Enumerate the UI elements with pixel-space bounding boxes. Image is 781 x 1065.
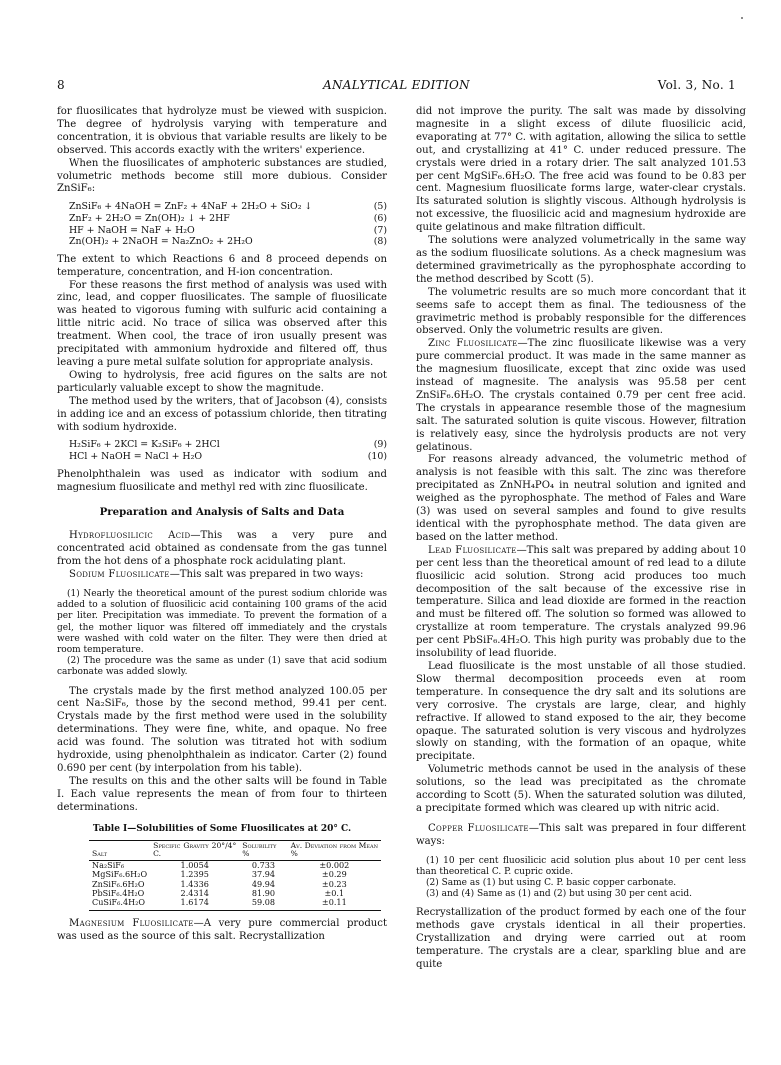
paragraph: Lead Fluosilicate—This salt was prepared by adding about 10 per cent less than the theoretical amount of red lead to a dilute fluosilicic acid solution. Strong acid produces too much decomposition of the salt because of the excessive rise in temperature. Silica and lead dioxide are formed in the reaction and must be filtered off. The solution so formed was allowed to crystallize at room temperature. The crystals analyzed 99.96 per cent PbSiF₆.4H₂O. This high purity was probably due to the insolubility of lead fluoride.	[416, 544, 746, 660]
paragraph: The solutions were analyzed volumetrically in the same way as the sodium fluosilicate solutions. As a check magnesium was determined gravimetrically as the pyrophosphate according to the method described by Scott (5).	[416, 235, 746, 285]
run-in-heading: Copper Fluosilicate	[428, 822, 529, 834]
list-item: (2) Same as (1) but using C. P. basic copper carbonate.	[426, 878, 677, 889]
run-in-heading: Zinc Fluosilicate	[428, 338, 518, 350]
paragraph: The extent to which Reactions 6 and 8 proceed depends on temperature, concentration, and H-ion concentration.	[57, 253, 387, 278]
equation: ZnF₂ + 2H₂O = Zn(OH)₂ ↓ + 2HF (6)	[69, 212, 387, 224]
paragraph: Volumetric methods cannot be used in the analysis of these solutions, so the lead was precipitated as the chromate according to Scott (5). When the saturated solution was diluted, a precipitate formed which was cleared up with nitric acid.	[416, 764, 746, 814]
list-item: (1) Nearly the theoretical amount of the purest sodium chloride was added to a solution of fluosilicic acid containing 100 grams of the acid per liter. Precipitation was immediate. To prevent the formation of a gel, the mother liquor was filtered off immediately and the crystals were washed with cold water on the filter. They were then dried at room temperature.	[57, 588, 387, 655]
paragraph: For these reasons the first method of analysis was used with zinc, lead, and copper fluosilicates. The sample of fluosilicate was heated to vigorous fuming with sulfuric acid containing a little nitric acid. No trace of silica was observed after this treatment. When cool, the trace of iron usually present was precipitated with ammonium hydroxide and filtered off, thus leaving a pure metal sulfate solution for appropriate analysis.	[57, 279, 387, 368]
table-caption: Table I—Solubilities of Some Fluosilicates at 20° C.	[92, 823, 352, 834]
procedure-list	[57, 589, 387, 679]
paragraph: The crystals made by the first method analyzed 100.05 per cent Na₂SiF₆, those by the second method, 99.41 per cent. Crystals made by the first method were used in the solubility determinations. They were fine, white, and opaque. No free acid was found. The solution was titrated hot with sodium hydroxide, using phenolphthalein as indicator. Carter (2) found 0.690 per cent (by interpolation from his table).	[57, 685, 387, 774]
table-row: CuSiF₆.4H₂O 1.6174 59.08 ±0.11	[89, 898, 381, 910]
equation-block	[57, 439, 387, 462]
list-item: (1) 10 per cent fluosilicic acid solution plus about 10 per cent less than theoretical C. P. cupric oxide.	[416, 855, 746, 877]
table-row: Na₂SiF₆ 1.0054 0.733 ±0.002	[92, 859, 350, 870]
paragraph: Magnesium Fluosilicate—A very pure commercial product was used as the source of this salt. Recrystallization	[57, 917, 387, 942]
paragraph: The volumetric results are so much more concordant that it seems safe to accept them as final. The tediousness of the gravimetric method is probably responsible for the differences observed. Only the volumetric results are given.	[416, 286, 746, 337]
journal-title: ANALYTICAL EDITION	[323, 78, 470, 92]
equation-number: (7)	[373, 224, 387, 236]
paragraph: did not improve the purity. The salt was made by dissolving magnesite in a slight excess of dilute fluosilicic acid, evaporating at 77° C. with agitation, allowing the silica to settle out, and crystallizing at 41° C. under reduced pressure. The crystals were dried in a rotary drier. The salt analyzed 101.53 per cent MgSiF₆.6H₂O. The free acid was found to be 0.83 per cent. Magnesium fluosilicate forms large, water-clear crystals. Its saturated solution is slightly viscous. Although hydrolysis is not excessive, the fluosilicic acid and magnesium hydroxide are quite gelatinous and make filtration difficult.	[416, 106, 746, 234]
equation-number: (8)	[373, 236, 387, 248]
run-in-heading: Magnesium Fluosilicate	[69, 917, 194, 929]
paragraph: When the fluosilicates of amphoteric substances are studied, volumetric methods become still more dubious. Consider ZnSiF₆:	[57, 157, 387, 195]
list-item: (2) The procedure was the same as under (1) save that acid sodium carbonate was added slowly.	[57, 656, 387, 678]
list-item: (3) and (4) Same as (1) and (2) but using 30 per cent acid.	[426, 889, 692, 900]
equation-number: (9)	[373, 439, 387, 451]
volume-issue: Vol. 3, No. 1	[657, 78, 736, 92]
paragraph: Phenolphthalein was used as indicator with sodium and magnesium fluosilicate and methyl red with zinc fluosilicate.	[57, 468, 387, 493]
column-header: Salt	[89, 840, 150, 860]
table-row: PbSiF₆.4H₂O 2.4314 81.90 ±0.1	[92, 887, 345, 898]
equation: HF + NaOH = NaF + H₂O (7)	[69, 224, 387, 236]
equation-block	[57, 201, 387, 247]
equation-number: (5)	[373, 201, 387, 213]
run-in-heading: Hydrofluosilicic Acid	[69, 530, 191, 542]
table-row: MgSiF₆.6H₂O 1.2395 37.94 ±0.29	[92, 869, 347, 880]
paragraph: Owing to hydrolysis, free acid figures on the salts are not particularly valuable except to show the magnitude.	[57, 369, 387, 394]
paragraph: The results on this and the other salts will be found in Table I. Each value represents the mean of from four to thirteen determinations.	[57, 775, 387, 813]
paragraph: Hydrofluosilicic Acid—This was a very pure and concentrated acid obtained as condensate from the gas tunnel from the hot dens of a phosphate rock acidulating plant.	[57, 530, 388, 568]
procedure-list	[416, 856, 746, 901]
paragraph: For reasons already advanced, the volumetric method of analysis is not feasible with this salt. The zinc was therefore precipitated as ZnNH₄PO₄ in neutral solution and ignited and weighed as the pyrophosphate. The method of Fales and Ware (3) was used on several samples and found to give results identical with the pyrophosphate method. The data given are based on the latter method.	[416, 454, 746, 543]
equation: ZnSiF₆ + 4NaOH = ZnF₂ + 4NaF + 2H₂O + SiO₂ ↓ (5)	[69, 201, 387, 213]
right-column	[416, 106, 746, 972]
section-heading: Preparation and Analysis of Salts and Data	[99, 506, 345, 519]
equation: Zn(OH)₂ + 2NaOH = Na₂ZnO₂ + 2H₂O (8)	[69, 236, 387, 248]
page-number: 8	[57, 78, 65, 92]
equation-number: (6)	[373, 212, 387, 224]
paragraph: The method used by the writers, that of Jacobson (4), consists in adding ice and an excess of potassium chloride, then titrating with sodium hydroxide.	[57, 395, 387, 433]
paragraph: for fluosilicates that hydrolyze must be viewed with suspicion. The degree of hydrolysis varying with temperature and concentration, it is obvious that variable results are likely to be observed. This accords exactly with the writers' experience.	[57, 106, 387, 156]
column-header: Av. Deviation from Mean %	[288, 840, 381, 860]
running-header	[57, 78, 736, 94]
solubility-table	[89, 840, 381, 911]
equation-number: (10)	[367, 451, 387, 462]
paragraph: Sodium Fluosilicate—This salt was prepared in two ways:	[69, 569, 364, 581]
left-column	[57, 106, 387, 944]
column-header: Solubility %	[239, 840, 287, 860]
run-in-heading: Lead Fluosilicate	[428, 544, 517, 556]
equation: H₂SiF₆ + 2KCl = K₂SiF₆ + 2HCl (9)	[69, 439, 387, 451]
scan-speck	[741, 17, 743, 19]
column-header: Specific Gravity 20°/4° C.	[150, 840, 239, 860]
paragraph: Copper Fluosilicate—This salt was prepared in four different ways:	[416, 822, 746, 847]
table-row: ZnSiF₆.6H₂O 1.4336 49.94 ±0.23	[92, 878, 347, 889]
paragraph: Recrystallization of the product formed by each one of the four methods gave crystals identical in all their properties. Crystallization and drying were carried out at room temperature. The crystals are a clear, sparkling blue and are quite	[416, 907, 746, 971]
paragraph: Zinc Fluosilicate—The zinc fluosilicate likewise was a very pure commercial product. It was made in the same manner as the magnesium fluosilicate, except that zinc oxide was used instead of magnesite. The analysis was 95.58 per cent ZnSiF₆.6H₂O. The crystals contained 0.79 per cent free acid. The crystals in appearance resemble those of the magnesium salt. The saturated solution is quite viscous. However, filtration is relatively easy, since the hydrolysis products are not very gelatinous.	[416, 338, 746, 453]
paragraph: Lead fluosilicate is the most unstable of all those studied. Slow thermal decomposition proceeds even at room temperature. In consequence the dry salt and its solutions are very corrosive. The crystals are large, clear, and highly refractive. If allowed to stand exposed to the air, they become opaque. The saturated solution is very viscous and hydrolyzes slowly on standing, with the formation of an opaque, white precipitate.	[416, 660, 746, 763]
run-in-heading: Sodium Fluosilicate	[69, 569, 170, 581]
equation: HCl + NaOH = NaCl + H₂O (10)	[69, 451, 387, 462]
